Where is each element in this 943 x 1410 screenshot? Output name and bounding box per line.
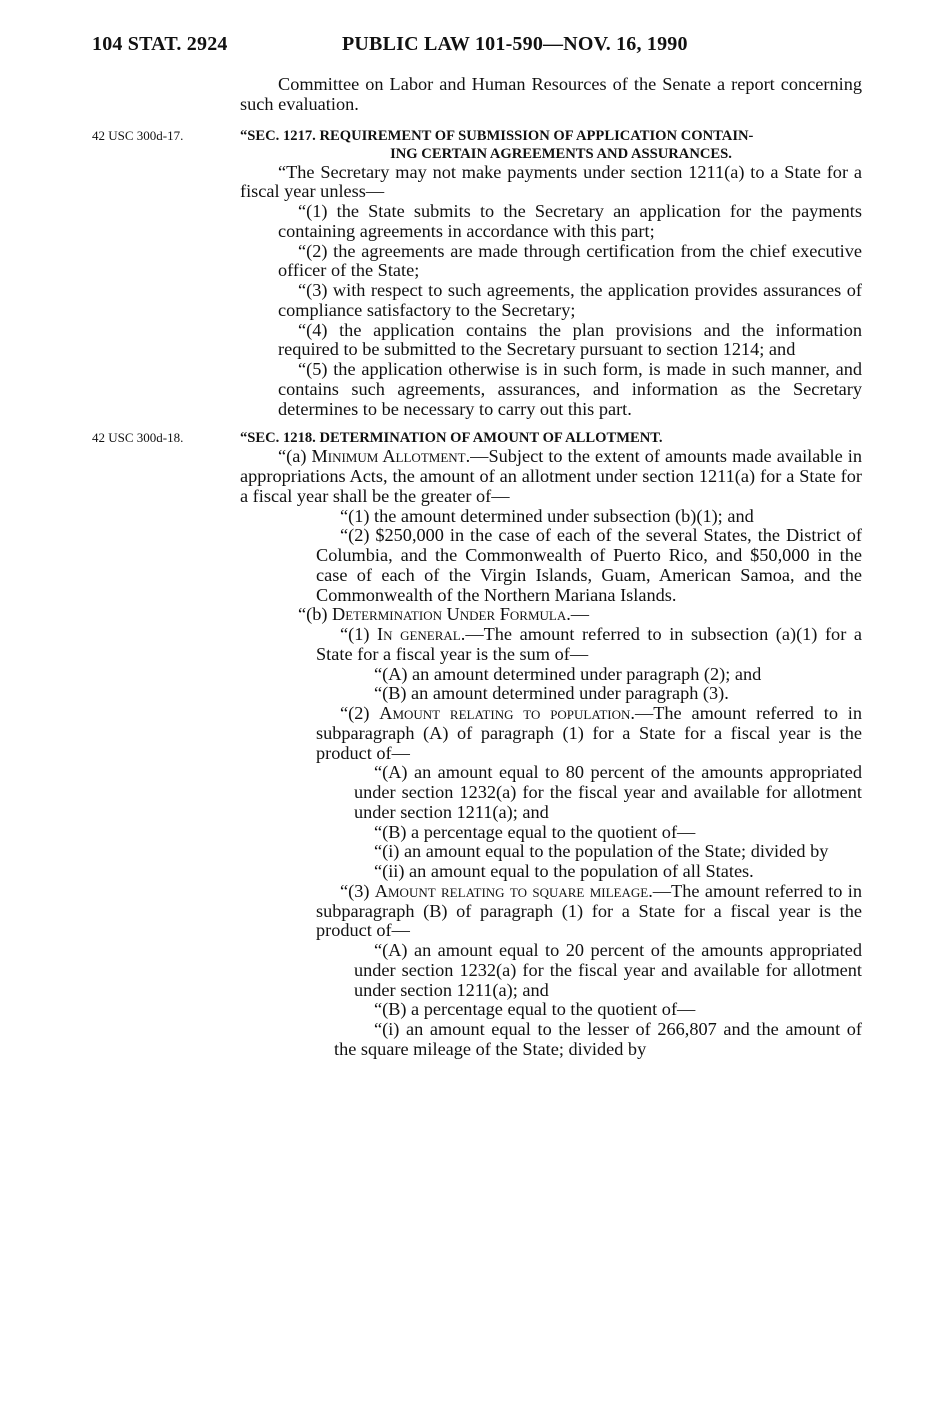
subsection-b-label: “(b) [298, 604, 328, 625]
paragraph-b2-heading: Amount relating to population [379, 703, 631, 723]
subparagraph-b2B: “(B) a percentage equal to the quotient of— [374, 821, 696, 842]
stat-reference: 104 STAT. 2924 [92, 33, 228, 55]
clause-b2Bii: “(ii) an amount equal to the population of all States. [374, 861, 754, 881]
paragraph-b3-heading: Amount relating to square mileage [374, 880, 649, 901]
clause-b3Bi: “(i) an amount equal to the lesser of 266,807 and the amount of the square mileage of the State; divided by [334, 1019, 862, 1059]
section-1217-item: “(5) the application otherwise is in such form, is made in such manner, and contains such agreements, assurances, and information as the Secretary determines to be necessary to carry out this part. [278, 359, 862, 419]
margin-note-1218: 42 USC 300d-18. [92, 430, 184, 446]
section-1217-item: “(1) the State submits to the Secretary an application for the payments containing agreements in accordance with this part; [278, 201, 862, 241]
clause-b2Bi: “(i) an amount equal to the population of the State; divided by [374, 841, 829, 862]
margin-note-1217: 42 USC 300d-17. [92, 127, 184, 143]
paragraph-b2-text: .—The amount referred to in subparagraph (A) of paragraph (1) for a State for a fiscal year is the product of— [316, 703, 862, 763]
subsection-b-dash: .— [566, 604, 590, 625]
subsection-a-label: “(a) [278, 446, 307, 467]
section-1217-item: “(3) with respect to such agreements, the application provides assurances of compliance satisfactory to the Secretary; [278, 280, 862, 320]
subparagraph-b1B: “(B) an amount determined under paragraph (3). [374, 683, 729, 704]
paragraph-b3-label: “(3) [340, 880, 370, 901]
section-heading-1217 [240, 127, 862, 163]
paragraph-a1: “(1) the amount determined under subsection (b)(1); and [340, 505, 754, 526]
paragraph-b1-text: .—The amount referred to in subsection (a)(1) for a State for a fiscal year is the sum of— [316, 624, 862, 664]
section-heading-1217-line1: “SEC. 1217. REQUIREMENT OF SUBMISSION OF APPLICATION CONTAIN- [240, 127, 754, 144]
section-1217-item: “(4) the application contains the plan provisions and the information required to be submitted to the Secretary pursuant to section 1214; and [278, 319, 862, 360]
subsection-a [240, 447, 862, 506]
law-title: PUBLIC LAW 101-590—NOV. 16, 1990 [342, 33, 688, 55]
section-1217-item: “(2) the agreements are made through certification from the chief executive officer of the State; [278, 240, 862, 281]
document-body [92, 74, 862, 1060]
section-1217 [92, 127, 862, 420]
subsection-a-text: .—Subject to the extent of amounts made available in appropriations Acts, the amount of an allotment under section 1211(a) for a State for a fiscal year shall be the greater of— [240, 446, 862, 506]
subparagraph-b3B: “(B) a percentage equal to the quotient of— [374, 999, 696, 1020]
subsection-b [240, 605, 862, 625]
subsection-b-heading: Determination Under Formula [332, 604, 567, 625]
subparagraph-b2A: “(A) an amount equal to 80 percent of the amounts appropriated under section 1232(a) for the fiscal year and available for allotment under section 1211(a); and [354, 762, 862, 822]
page-header [92, 33, 872, 61]
paragraph-b1 [240, 625, 862, 665]
subsection-a-heading: Minimum Allotment [311, 446, 466, 467]
section-heading-1217-line2: ING CERTAIN AGREEMENTS AND ASSURANCES. [390, 145, 732, 162]
subparagraph-b1A: “(A) an amount determined under paragraph (2); and [374, 663, 762, 684]
paragraph-a2: “(2) $250,000 in the case of each of the several States, the District of Columbia, and the Commonwealth of Puerto Rico, and $50,000 in the case of each of the Virgin Islands, Guam, American Samoa, and the Commonwealth of the Northern Mariana Islands. [316, 525, 862, 605]
paragraph-b2-label: “(2) [340, 703, 370, 723]
section-1218 [92, 429, 862, 1059]
subparagraph-b3A: “(A) an amount equal to 20 percent of the amounts appropriated under section 1232(a) for the fiscal year and available for allotment under section 1211(a); and [354, 940, 862, 1000]
paragraph-b3 [240, 882, 862, 941]
paragraph-b2 [240, 704, 862, 763]
section-heading-1218: “SEC. 1218. DETERMINATION OF AMOUNT OF ALLOTMENT. [240, 430, 663, 447]
paragraph-b1-label: “(1) [340, 624, 370, 644]
paragraph-b3-text: .—The amount referred to in subparagraph (B) of paragraph (1) for a State for a fiscal year is the product of— [316, 880, 862, 941]
intro-paragraph: Committee on Labor and Human Resources of the Senate a report concerning such evaluation. [240, 74, 862, 114]
section-1217-lead: “The Secretary may not make payments under section 1211(a) to a State for a fiscal year unless— [240, 161, 862, 202]
paragraph-b1-heading: In general [377, 624, 461, 644]
